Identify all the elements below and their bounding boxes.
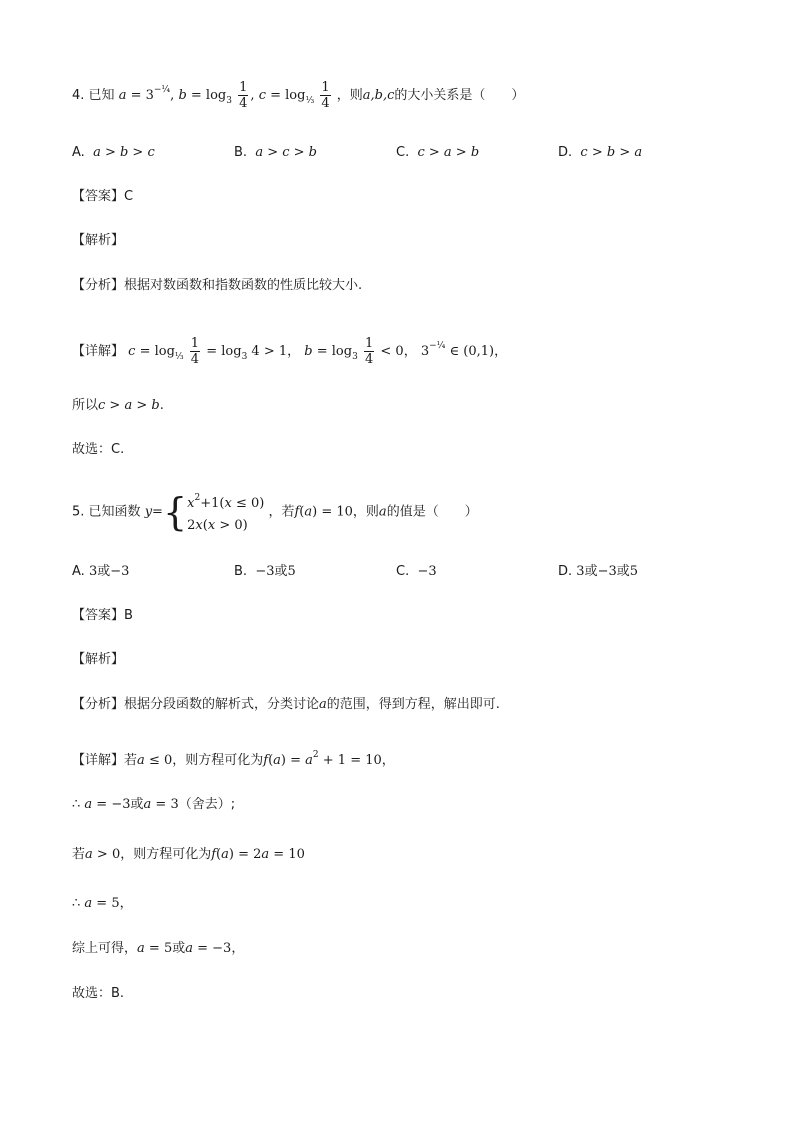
q4-xiangjie: 【详解】 $c = \log_{\frac{1}{3}}$ $\frac{1}{4}$ = $\log_3 4 > 1$， $b = \log_3$ $\frac{1}{4}$ < 0， $3^{-\frac{1}{4}}$ ∈ (0,1)， — [72, 336, 508, 367]
q5-answer: 【答案】B — [72, 608, 133, 623]
frac-1-4: $\frac{1}{4}$ — [321, 80, 330, 111]
q4-option-d[interactable]: D. c > b > a — [558, 145, 643, 160]
q5-xiangjie: 【详解】若a ≤ 0，则方程可化为$f(a) = a^2 + 1 = 10$， — [72, 750, 395, 768]
q5-option-b[interactable]: B. −3或5 — [234, 564, 296, 579]
q5-stem: 5. 已知函数 y={ $x^2+1(x \le 0)$ 2x(x > 0) ，若f(a) = 10，则a的值是（ ） — [72, 487, 478, 537]
frac-1-4: $\frac{1}{4}$ — [364, 336, 374, 367]
q5-detail-4: ∴ a = 5， — [72, 896, 133, 911]
q5-detail-5: 综上可得，a = 5或a = −3， — [72, 941, 245, 956]
q4-option-a[interactable]: A. a > b > c — [72, 145, 155, 160]
q4-fenxi: 【分析】根据对数函数和指数函数的性质比较大小. — [72, 278, 363, 293]
q5-option-a[interactable]: A. 3或−3 — [72, 564, 130, 579]
q4-suoyi: 所以c > a > b. — [72, 398, 164, 413]
piecewise-cases: $x^2+1(x \le 0)$ 2x(x > 0) — [187, 493, 265, 533]
frac-1-4: $\frac{1}{4}$ — [190, 336, 200, 367]
q4-answer: 【答案】C — [72, 189, 134, 204]
q5-option-d[interactable]: D. 3或−3或5 — [558, 564, 639, 579]
q4-option-c[interactable]: C. c > a > b — [396, 145, 480, 160]
q5-option-c[interactable]: C. −3 — [396, 564, 437, 579]
q4-stem: 4. 已知 $a = 3^{-\frac{1}{4}}$, $b = \log_3$ $\frac{1}{4}$ , $c = \log_{\frac{1}{3}}$ $\frac{1}{4}$ ，则a,b,c的大小关系是（ ） — [72, 80, 525, 111]
q4-option-b[interactable]: B. a > c > b — [234, 145, 317, 160]
q5-guxuan: 故选：B. — [72, 986, 125, 1001]
q4-analysis-heading: 【解析】 — [72, 233, 125, 248]
frac-1-4: $\frac{1}{4}$ — [239, 80, 248, 111]
q4-guxuan: 故选：C. — [72, 442, 125, 457]
q5-fenxi: 【分析】根据分段函数的解析式，分类讨论a的范围，得到方程，解出即可. — [72, 697, 500, 712]
q5-analysis-heading: 【解析】 — [72, 652, 125, 667]
q5-detail-2: ∴ a = −3或a = 3（舍去）; — [72, 797, 236, 812]
q5-detail-3: 若a > 0，则方程可化为f(a) = 2a = 10 — [72, 847, 305, 862]
